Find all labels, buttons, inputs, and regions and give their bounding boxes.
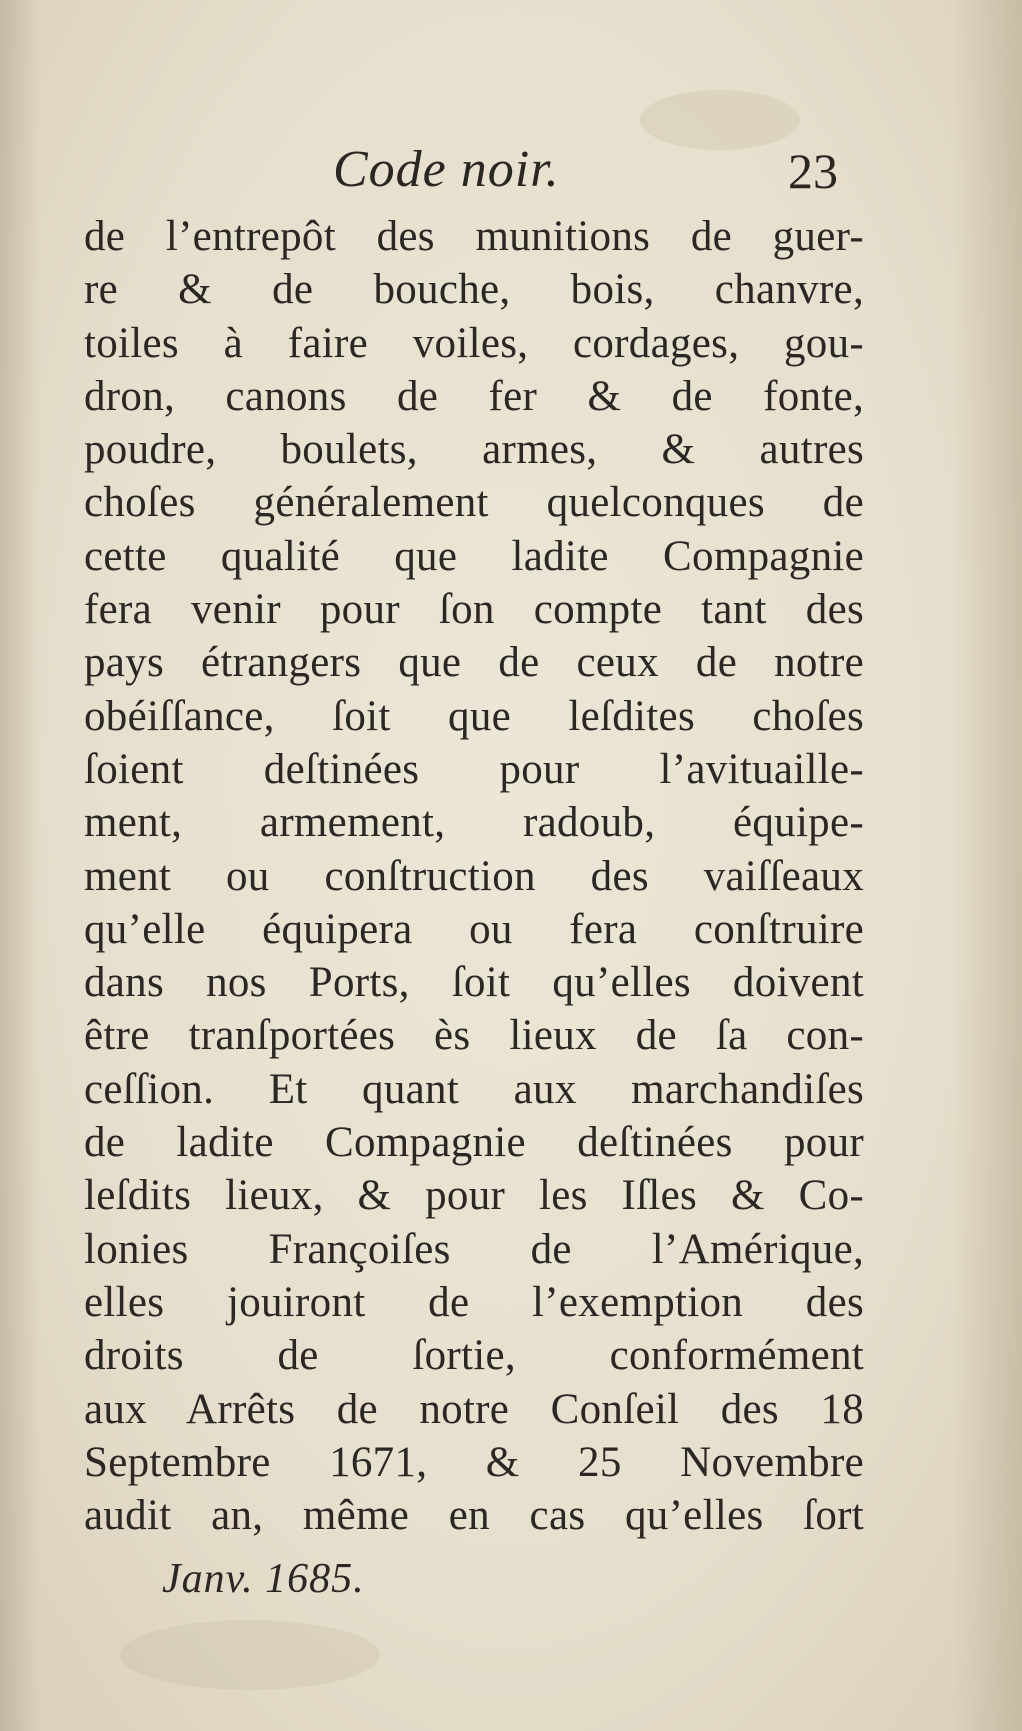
- text-line: de l’entrepôt des munitions de guer-: [84, 213, 864, 260]
- text-line: pays étrangers que de ceux de notre: [84, 639, 864, 687]
- text-line: ceſſion. Et quant aux marchandiſes: [84, 1065, 864, 1113]
- running-title: Code noir.: [333, 141, 560, 198]
- text-line: obéiſſance, ſoit que leſdites choſes: [84, 692, 864, 740]
- text-line: ment, armement, radoub, équipe-: [84, 799, 864, 847]
- text-line: qu’elle équipera ou fera conſtruire: [84, 905, 864, 953]
- signature-date: Janv. 1685.: [162, 1556, 365, 1602]
- text-line: poudre, boulets, armes, & autres: [84, 426, 864, 474]
- text-line: ſoient deſtinées pour l’avituaille-: [84, 745, 864, 793]
- text-line: aux Arrêts de notre Conſeil des 18: [84, 1385, 864, 1433]
- text-line: fera venir pour ſon compte tant des: [84, 586, 864, 634]
- text-line: être tranſportées ès lieux de ſa con-: [84, 1012, 864, 1060]
- text-line: audit an, même en cas qu’elles ſort: [84, 1492, 864, 1540]
- body-text: [84, 210, 864, 1542]
- text-line: elles jouiront de l’exemption des: [84, 1278, 864, 1326]
- text-line: droits de ſortie, conformément: [84, 1332, 864, 1380]
- text-line: choſes généralement quelconques de: [84, 479, 864, 527]
- text-line: de ladite Compagnie deſtinées pour: [84, 1119, 864, 1167]
- text-line: ment ou conſtruction des vaiſſeaux: [84, 852, 864, 900]
- text-line: Septembre 1671, & 25 Novembre: [84, 1438, 864, 1486]
- text-line: re & de bouche, bois, chanvre,: [84, 266, 864, 314]
- text-line: dron, canons de fer & de fonte,: [84, 372, 864, 420]
- left-page-shadow: [0, 0, 40, 1731]
- right-page-shadow: [952, 0, 1022, 1731]
- paper-stain: [120, 1620, 380, 1690]
- text-line: leſdits lieux, & pour les Iſles & Co-: [84, 1172, 864, 1220]
- page-number: 23: [788, 143, 838, 199]
- page-header: [0, 140, 1022, 210]
- text-line: dans nos Ports, ſoit qu’elles doivent: [84, 959, 864, 1007]
- text-line: lonies Françoiſes de l’Amérique,: [84, 1225, 864, 1273]
- text-line: toiles à faire voiles, cordages, gou-: [84, 319, 864, 367]
- text-line: cette qualité que ladite Compagnie: [84, 532, 864, 580]
